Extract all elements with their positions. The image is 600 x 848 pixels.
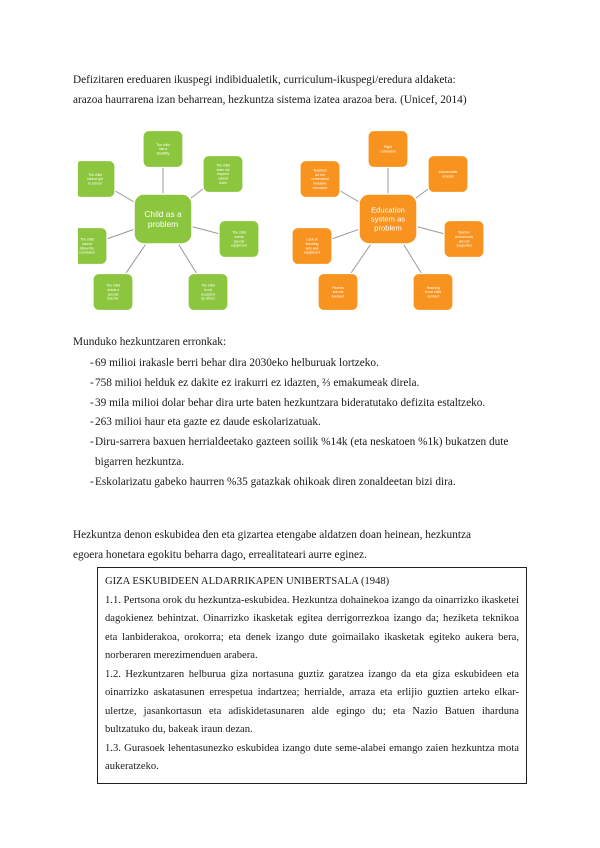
list-item-text: 263 milioi haur eta gazte ez daude eskolarizatuak. [95,416,321,429]
mind-map-node-label-line: needs a [106,288,120,293]
mind-map-node-label-line: is not [203,288,213,293]
mind-map-node-label-line: respond [216,172,230,177]
mind-map-node-label-line: has a [158,147,168,152]
center-node-child-problem-label [144,209,182,229]
list-item-text: Eskolarizatu gabeko haurren %35 gatazkak ohikoak diren zonaldeetan bizi dira. [95,475,456,488]
mind-map-node-label-line: The child [216,163,230,168]
mind-map-node-label-line: education [312,185,328,190]
mind-map-node-label-line: teacher [107,296,119,301]
center-node-system-problem-label-line: system as [370,214,406,224]
mind-map-figures [78,124,528,324]
mind-map-node-label-line: are not [332,290,344,295]
mind-map-node-label-line: centred [427,294,439,299]
list-item-text: Diru-sarrera baxuen herrialdeetako gazteen soilik %14k (eta neskatoen %1k) bukatzen dute bigarren hezkuntza. [95,436,509,468]
declaration-article-1-1: 1.1. Pertsona orok du hezkuntza-eskubidea. Hezkuntza dohainekoa izango da oinarrizko ikasketei dagokienez behintzat. Oinarrizko ikasketak egitea derrigorrezkoa izango da; heziketa teknikoa eta lanbiderakoa, orokorra; eta denek izango dute goimailako ikasketak egiteko aukera bera, norberaren merezimenduen arabera. [105,594,519,661]
list-item [73,433,533,473]
mind-map-node-label-line: The child [80,237,94,242]
mind-map-node-label-line: does not [216,167,230,172]
diagram-right [292,131,484,311]
center-node-system-problem-label [371,206,405,233]
mind-map-node-label-line: curriculum [79,250,95,255]
mind-map-node-label-line: are not [458,239,470,244]
dash-marker: - [90,396,94,409]
center-node-system-problem-label-line: Education [371,205,405,215]
mind-map-node-label-line: The child [106,283,120,288]
mind-map-node-label-line: Teaching [426,285,440,290]
mind-map-node-label-line: do not [315,172,325,177]
mind-map-node-label-line: Parents [332,285,344,290]
closing-line-2: egoera honetara egokitu beharra dago, errealitateari aurre eginez. [73,549,367,561]
mind-map-node-label-line: Inaccessible [438,170,458,175]
mind-map-node-label-line: is not child [424,290,442,295]
mind-map-node-label-line: Rigid [384,145,392,150]
center-node-child-problem-label-line: problem [147,218,179,229]
closing-paragraph [73,525,533,565]
list-item [73,394,533,414]
mind-map-node-label-line: teaching [305,242,319,247]
list-item [73,374,533,394]
mind-map-node-label-line: accepted [201,292,215,297]
mind-map-node-label-line: The child [88,172,102,177]
list-item-text: 39 mila milioi dolar behar dira urte baten hezkuntzara bideratutako defizita estaltzeko. [95,396,486,409]
mind-map-node-label-line: to school [88,181,102,186]
mind-map-node-label-line: The child [201,283,215,288]
declaration-box [97,567,527,784]
mind-map-node-label-line: disability [156,151,170,156]
mind-map-node-label-line: The child [156,142,170,147]
mind-map-node-label-line: aids and [305,246,319,251]
mind-map-node-label-line: cannot get [87,177,103,182]
challenges-heading: Munduko hezkuntzaren erronkak: [73,336,227,348]
mind-map-node-label [312,169,329,190]
dash-marker: - [90,357,94,369]
intro-line-2: arazoa haurrarena izan beharrean, hezkuntza sistema izatea arazoa bera. (Unicef, 2014) [73,94,467,106]
mind-map-node-label-line: curriculum [380,149,396,154]
mind-map-node-label-line: equipment [304,250,320,255]
mind-map-node-label-line: schools [442,174,454,179]
mind-map-node-label-line: involved [331,294,345,299]
mind-map-node-label-line: learn [219,180,227,185]
mind-map-node-label [201,284,215,301]
mind-map-node-label-line: by others [201,296,215,301]
mind-map-node-label-line: equipment [231,243,247,248]
diagram-left [78,131,259,311]
dash-marker: - [90,376,94,389]
mind-map-node-label [332,286,345,299]
dash-marker: - [90,416,94,429]
mind-map-node-label-line: understand [311,177,329,182]
mind-map-node-label-line: Lack of [306,237,318,242]
mind-map-node-label-line: Teachers [313,168,327,173]
list-item [73,413,533,433]
mind-map-node-label-line: inclusive [313,181,327,186]
mind-map-node-label-line: needs [234,235,244,240]
intro-line-1: Defizitaren ereduaren ikuspegi indibidualetik, curriculum-ikuspegi/eredura aldaketa: [73,74,456,86]
mind-map-node-label [106,284,120,301]
challenges-list [73,354,533,493]
mind-map-node-label-line: special [107,292,119,297]
declaration-article-1-3: 1.3. Gurasoek lehentasunezko eskubidea izango dute seme-alabei emango zaien hezkuntza mota aukeratzeko. [105,742,519,772]
mind-map-node-label [79,238,95,255]
declaration-article-1-2: 1.2. Hezkuntzaren helburua giza nortasuna guztiz garatzea izango da eta giza eskubideen eta oinarrizko askatasunen errespetua indartzea; herrialde, arraza eta erlijio guztien arteko elkar-ulertze, jasankortasun eta adiskidetasunaren alde egingo du; eta Nazio Batuen iharduna bultzatuko du, bakeak iraun dezan. [105,668,519,735]
mind-map-node-label-line: supported [456,243,472,248]
mind-map-node-label-line: follow the [79,246,95,251]
mind-map-node-label-line: Teacher [457,230,471,235]
mind-map-svg [78,124,528,324]
declaration-title: GIZA ESKUBIDEEN ALDARRIKAPEN UNIBERTSALA (1948) [105,576,390,587]
mind-map-node-label-line: and schools [454,235,474,240]
list-item-text: 758 milioi helduk ez dakite ez irakurri ez idazten, ⅔ emakumeak direla. [95,376,420,389]
center-node-child-problem-label-line: Child as a [144,208,182,219]
mind-map-node-label-line: special [233,239,245,244]
intro-paragraph [73,70,533,110]
dash-marker: - [90,475,94,488]
closing-line-1: Hezkuntza denon eskubidea den eta gizartea etengabe aldatzen doan heinean, hezkuntza [73,529,472,541]
mind-map-node-label-line: cannot [217,176,229,181]
list-item-text: 69 milioi irakasle berri behar dira 2030eko helburuak lortzeko. [95,357,379,369]
list-item [73,354,533,374]
dash-marker: - [90,436,94,449]
mind-map-node-label-line: cannot [81,242,93,247]
mind-map-node-label [87,173,103,186]
center-node-system-problem-label-line: problem [374,223,402,233]
list-item [73,473,533,493]
mind-map-node-label-line: The child [232,230,246,235]
